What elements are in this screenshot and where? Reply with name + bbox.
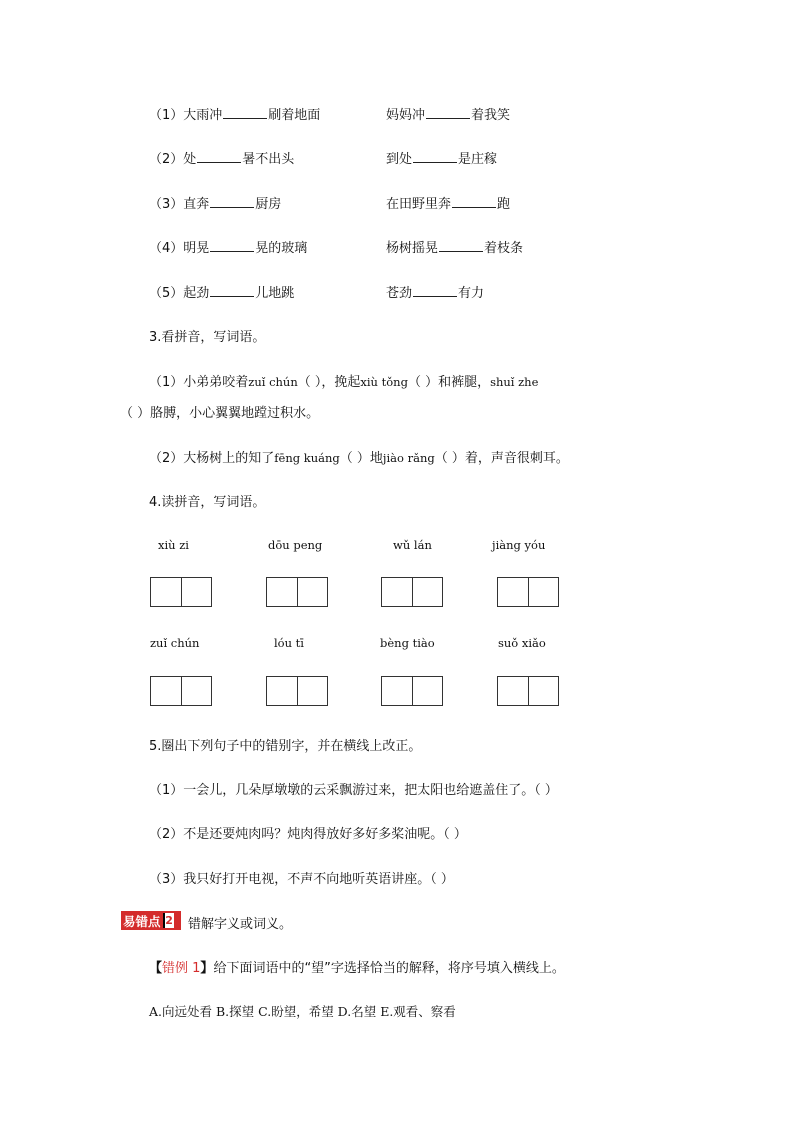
text: 是庄稼 [458, 152, 498, 167]
row-num: （1） [149, 108, 184, 123]
writing-box[interactable] [150, 676, 212, 706]
error-point-heading: 错解字义或词义。 [188, 917, 293, 932]
s3-q1-line2: （ ）胳膊，小心翼翼地蹚过积水。 [120, 406, 320, 421]
pinyin: fēng kuáng [274, 451, 340, 465]
answer-blank[interactable] [210, 285, 254, 297]
bracket: 【 [149, 961, 163, 976]
pinyin-label: wǔ lán [393, 538, 432, 552]
section5-title: 5.圈出下列句子中的错别字，并在横线上改正。 [149, 739, 422, 754]
s2-row-5-left [149, 282, 294, 301]
writing-box[interactable] [497, 676, 559, 706]
text: 妈妈冲 [386, 108, 426, 123]
answer-blank[interactable] [197, 151, 241, 163]
section3-title: 3.看拼音，写词语。 [149, 330, 266, 345]
s2-row-1-right [386, 104, 510, 123]
s5-item: （2）不是还要炖肉吗？炖肉得放好多好多桨油呢。（ ） [149, 827, 467, 842]
text: （ ）和裤腿， [407, 375, 491, 390]
pinyin: jiào rǎng [382, 451, 435, 465]
s5-item: （1）一会儿，几朵厚墩墩的云采飘游过来，把太阳也给遮盖住了。（ ） [149, 783, 558, 798]
s2-row-3-left [149, 193, 281, 212]
text: 杨树摇晃 [386, 241, 439, 256]
s2-row-4-left [149, 237, 307, 256]
pinyin: xiù tǒng [360, 375, 408, 389]
writing-box[interactable] [381, 676, 443, 706]
pinyin-label: dōu peng [268, 538, 323, 552]
answer-blank[interactable] [452, 196, 496, 208]
pinyin: shuǐ zhe [490, 375, 539, 389]
s2-row-4-right [386, 237, 523, 256]
text: （ ）地 [339, 451, 383, 466]
s2-row-1-left [149, 104, 320, 123]
s2-row-2-left [149, 148, 294, 167]
writing-box[interactable] [497, 577, 559, 607]
writing-box[interactable] [266, 676, 328, 706]
badge-text: 易错点 [123, 913, 161, 929]
text: 到处 [386, 152, 413, 167]
text: 在田野里奔 [386, 197, 452, 212]
text: 处 [183, 152, 197, 167]
row-num: （3） [149, 197, 184, 212]
answer-blank[interactable] [210, 240, 254, 252]
text: 有力 [458, 286, 485, 301]
writing-box[interactable] [266, 577, 328, 607]
row-num: （2） [149, 152, 184, 167]
example-label: 错例 1 [162, 961, 201, 976]
s2-row-2-right [386, 148, 497, 167]
text: 厨房 [255, 197, 282, 212]
text: （ ），挽起 [297, 375, 361, 390]
writing-box[interactable] [150, 577, 212, 607]
text: 明晃 [183, 241, 210, 256]
writing-box[interactable] [381, 577, 443, 607]
answer-blank[interactable] [426, 107, 470, 119]
error-point-badge [121, 911, 181, 930]
pinyin-label: suǒ xiǎo [498, 636, 546, 650]
badge-number: 2 [163, 913, 174, 928]
text: 着我笑 [471, 108, 511, 123]
answer-blank[interactable] [413, 285, 457, 297]
s5-item: （3）我只好打开电视，不声不向地听英语讲座。（ ） [149, 872, 454, 887]
s2-row-3-right [386, 193, 510, 212]
text: 着枝条 [484, 241, 524, 256]
text: 晃的玻璃 [255, 241, 308, 256]
text: 苍劲 [386, 286, 413, 301]
row-num: （5） [149, 286, 184, 301]
pinyin-label: zuǐ chún [150, 636, 200, 650]
s3-q1-line1 [149, 371, 538, 390]
text: 跑 [497, 197, 511, 212]
bracket: 】 [200, 961, 214, 976]
text: 刷着地面 [268, 108, 321, 123]
answer-blank[interactable] [210, 196, 254, 208]
text: （1）小弟弟咬着 [149, 375, 249, 390]
text: 暑不出头 [242, 152, 295, 167]
pinyin-label: jiàng yóu [492, 538, 546, 552]
answer-blank[interactable] [439, 240, 483, 252]
text: 起劲 [183, 286, 210, 301]
text: 直奔 [183, 197, 210, 212]
pinyin-label: bèng tiào [380, 636, 435, 650]
answer-blank[interactable] [223, 107, 267, 119]
error-example [149, 957, 565, 976]
row-num: （4） [149, 241, 184, 256]
text: 大雨冲 [183, 108, 223, 123]
text: 给下面词语中的“望”字选择恰当的解释，将序号填入横线上。 [213, 961, 565, 976]
answer-blank[interactable] [413, 151, 457, 163]
pinyin-label: lóu tī [274, 636, 304, 650]
text: （2）大杨树上的知了 [149, 451, 275, 466]
pinyin: zuǐ chún [248, 375, 298, 389]
section4-title: 4.读拼音，写词语。 [149, 495, 266, 510]
text: 儿地跳 [255, 286, 295, 301]
options-line: A.向远处看 B.探望 C.盼望，希望 D.名望 E.观看、察看 [149, 1004, 456, 1019]
text: （ ）着，声音很刺耳。 [434, 451, 569, 466]
s2-row-5-right [386, 282, 484, 301]
s3-q2 [149, 447, 569, 466]
pinyin-label: xiù zi [158, 538, 189, 552]
